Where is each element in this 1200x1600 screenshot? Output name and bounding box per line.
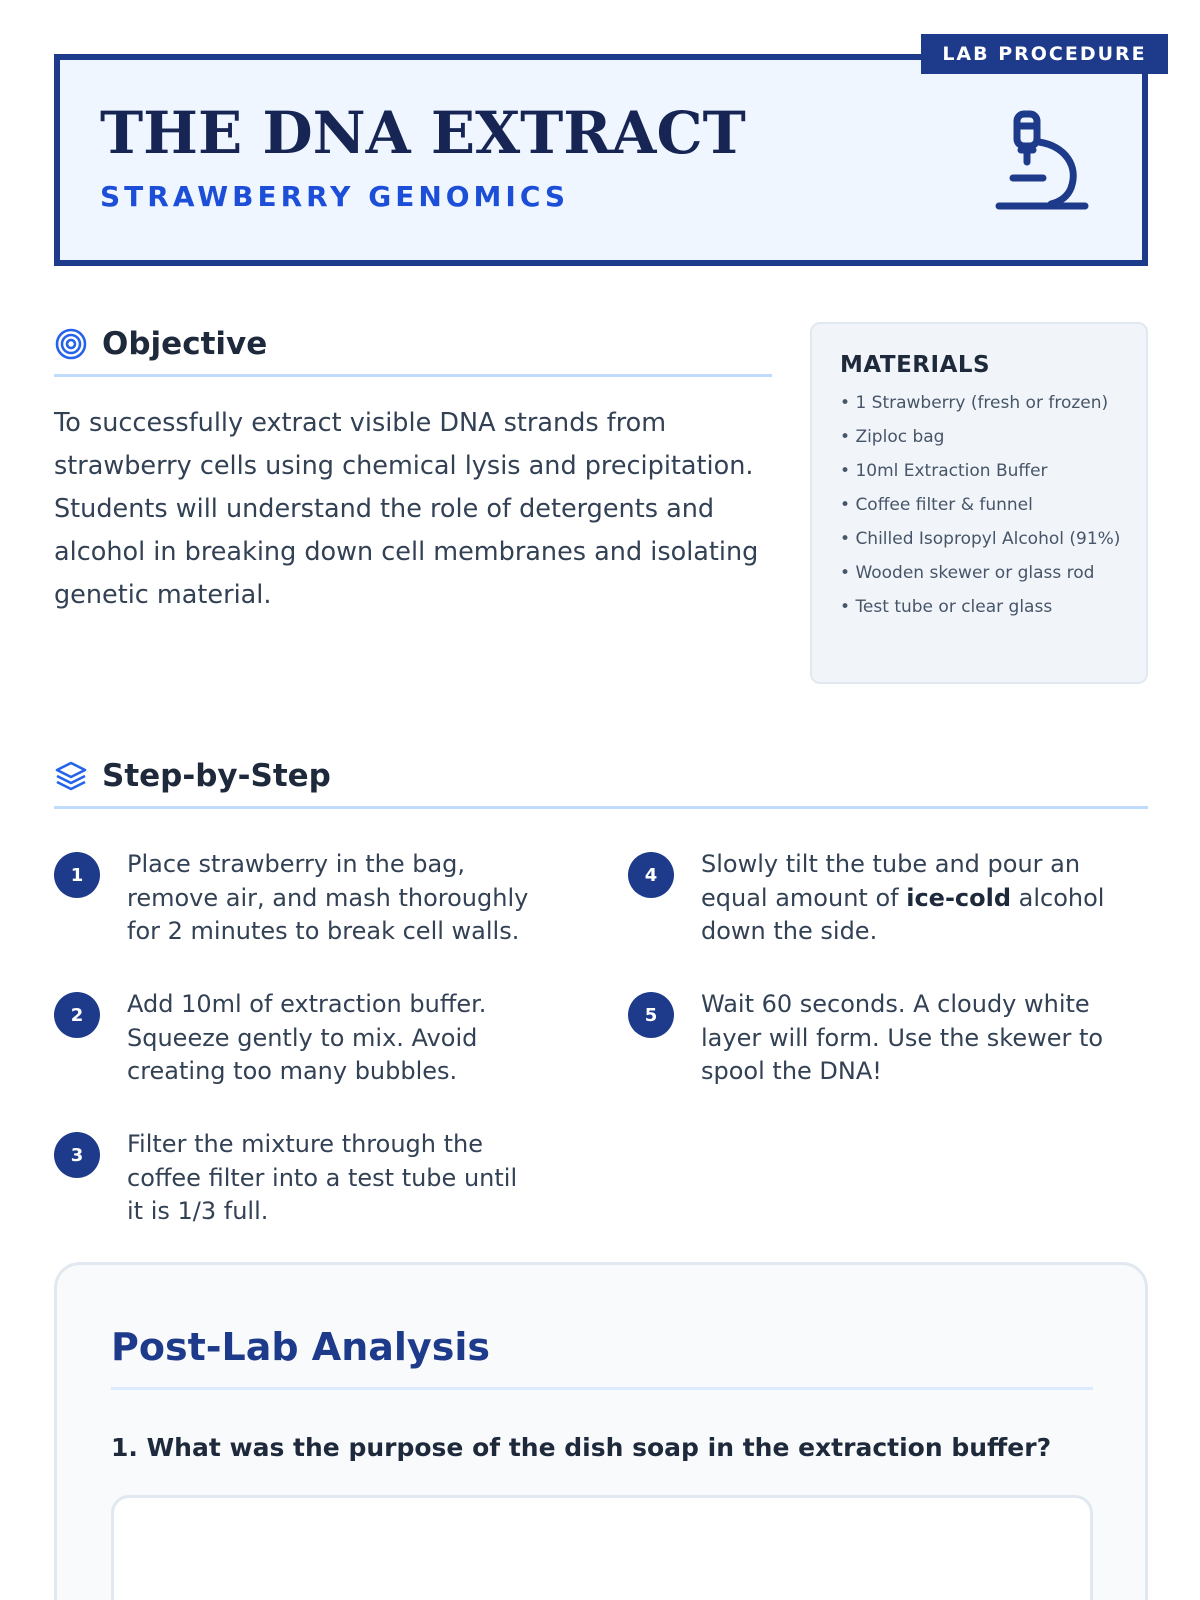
step-item [54, 988, 534, 1089]
layers-icon [54, 759, 88, 793]
list-item: • Coffee filter & funnel [840, 492, 1122, 519]
list-item: • 1 Strawberry (fresh or frozen) [840, 390, 1122, 417]
materials-card [810, 322, 1148, 684]
post-lab-divider [111, 1387, 1093, 1390]
post-lab-card [54, 1262, 1148, 1600]
page-title: THE DNA EXTRACT [100, 99, 746, 167]
step-number-badge: 2 [54, 992, 100, 1038]
target-icon [54, 327, 88, 361]
list-item: • 10ml Extraction Buffer [840, 458, 1122, 485]
step-number-badge: 3 [54, 1132, 100, 1178]
objective-divider [54, 374, 772, 377]
list-item: • Chilled Isopropyl Alcohol (91%) [840, 526, 1122, 553]
list-item: • Wooden skewer or glass rod [840, 560, 1122, 587]
step-number-badge: 4 [628, 852, 674, 898]
step-item [628, 988, 1108, 1089]
objective-header [54, 326, 267, 362]
list-item: • Test tube or clear glass [840, 594, 1122, 621]
objective-text: To successfully extract visible DNA strands from strawberry cells using chemical lysis and precipitation. Students will understand the role of detergents and alcohol in breaking down cell membranes and isolating genetic material. [54, 408, 759, 610]
page-subtitle: STRAWBERRY GENOMICS [100, 180, 570, 213]
question-1: 1. What was the purpose of the dish soap in the extraction buffer? [111, 1433, 1052, 1462]
step-number-badge: 5 [628, 992, 674, 1038]
step-text: Add 10ml of extraction buffer. Squeeze gently to mix. Avoid creating too many bubbles. [127, 990, 487, 1085]
step-number-badge: 1 [54, 852, 100, 898]
steps-heading: Step-by-Step [102, 758, 331, 794]
step-item [54, 848, 534, 949]
step-text: Place strawberry in the bag, remove air, and mash thoroughly for 2 minutes to break cell walls. [127, 850, 529, 945]
step-text: Wait 60 seconds. A cloudy white layer will form. Use the skewer to spool the DNA! [701, 990, 1104, 1085]
objective-heading: Objective [102, 326, 268, 362]
step-item [54, 1128, 534, 1229]
post-lab-heading: Post-Lab Analysis [111, 1325, 490, 1369]
lab-procedure-tag: LAB PROCEDURE [921, 34, 1168, 74]
emphasis-text: ice-cold [906, 883, 1012, 912]
step-text-part: alcohol down the side. [701, 883, 1105, 945]
list-item: • Ziploc bag [840, 424, 1122, 451]
materials-list [840, 390, 1122, 621]
answer-1-field[interactable] [111, 1495, 1093, 1600]
step-text-part: Slowly tilt the tube and pour an equal amount of [701, 850, 1081, 912]
steps-divider [54, 806, 1148, 809]
materials-heading: MATERIALS [840, 352, 991, 378]
steps-header [54, 758, 331, 794]
step-text: Filter the mixture through the coffee filter into a test tube until it is 1/3 full. [127, 1130, 518, 1225]
step-item [628, 848, 1108, 949]
microscope-icon [995, 106, 1095, 214]
step-text [701, 848, 1108, 949]
